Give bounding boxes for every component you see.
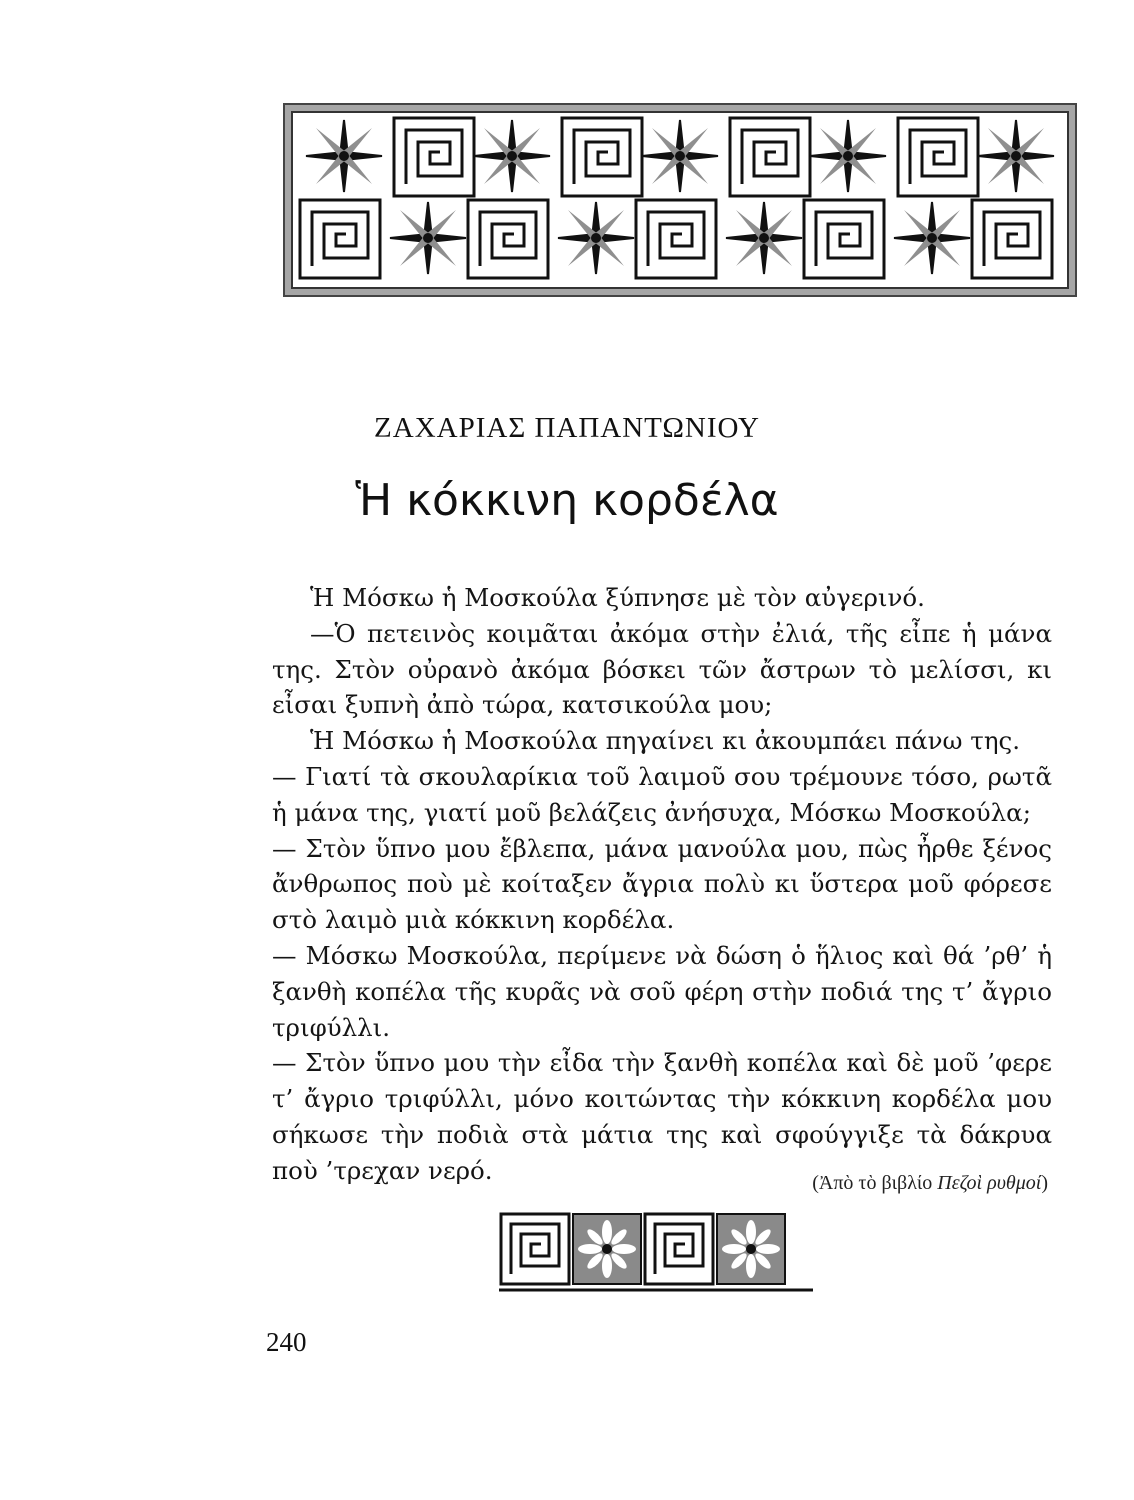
- paragraph: Ἡ Μόσκω ἡ Μοσκούλα πηγαίνει κι ἀκουμπάει πάνω της.: [310, 726, 1021, 756]
- top-meander-ornament: [282, 102, 1078, 298]
- source-suffix: ): [1041, 1172, 1048, 1194]
- paragraph: — Στὸν ὕπνο μου τὴν εἶδα τὴν ξανθὴ κοπέλα καὶ δὲ μοῦ ’φερε τ’ ἄγριο τριφύλλι, μόνο κοιτώντας τὴν κόκκινη κορδέλα μου σήκωσε τὴν ποδιὰ στὰ μάτια της καὶ σφούγγιξε τὰ δάκρυα ποὺ ’τρεχαν νερό.: [272, 1048, 1052, 1185]
- page-number: 240: [266, 1327, 307, 1357]
- paragraph: — Μόσκω Μοσκούλα, περίμενε νὰ δώση ὁ ἥλιος καὶ θά ’ρθ’ ἡ ξανθὴ κοπέλα τῆς κυρᾶς νὰ σοῦ φέρη στὴν ποδιά της τ’ ἄγριο τριφύλλι.: [272, 940, 1052, 1042]
- paragraph: Ἡ Μόσκω ἡ Μοσκούλα ξύπνησε μὲ τὸν αὐγερινό.: [310, 583, 925, 612]
- paragraph: — Στὸν ὕπνο μου ἔβλεπα, μάνα μανούλα μου, πὼς ἦρθε ξένος ἄνθρωπος ποὺ μὲ κοίταξεν ἄγρια πολὺ κι ὕστερα μοῦ φόρεσε στὸ λαιμὸ μιὰ κόκκινη κορδέλα.: [272, 833, 1052, 935]
- story-title: Ἡ κόκκινη κορδέλα: [355, 475, 779, 526]
- paragraph: —Ὁ πετεινὸς κοιμᾶται ἀκόμα στὴν ἐλιά, τῆς εἶπε ἡ μάνα της. Στὸν οὐρανὸ ἀκόμα βόσκει τῶν ἄστρων τὸ μελίσσι, κι εἶσαι ξυπνὴ ἀπὸ τώρα, κατσικούλα μου;: [272, 618, 1052, 720]
- author-name: ΖΑΧΑΡΙΑΣ ΠΑΠΑΝΤΩΝΙΟΥ: [374, 412, 760, 444]
- bottom-meander-ornament: [497, 1210, 815, 1294]
- source-book-title: Πεζοὶ ρυθμοί: [937, 1172, 1042, 1194]
- story-body: [272, 580, 1052, 1189]
- source-citation: [812, 1172, 1048, 1195]
- source-prefix: (Ἀπὸ τὸ βιβλίο: [812, 1172, 933, 1194]
- paragraph: — Γιατί τὰ σκουλαρίκια τοῦ λαιμοῦ σου τρέμουνε τόσο, ρωτᾶ ἡ μάνα της, γιατί μοῦ βελάζεις ἀνήσυχα, Μόσκω Μοσκούλα;: [272, 761, 1052, 827]
